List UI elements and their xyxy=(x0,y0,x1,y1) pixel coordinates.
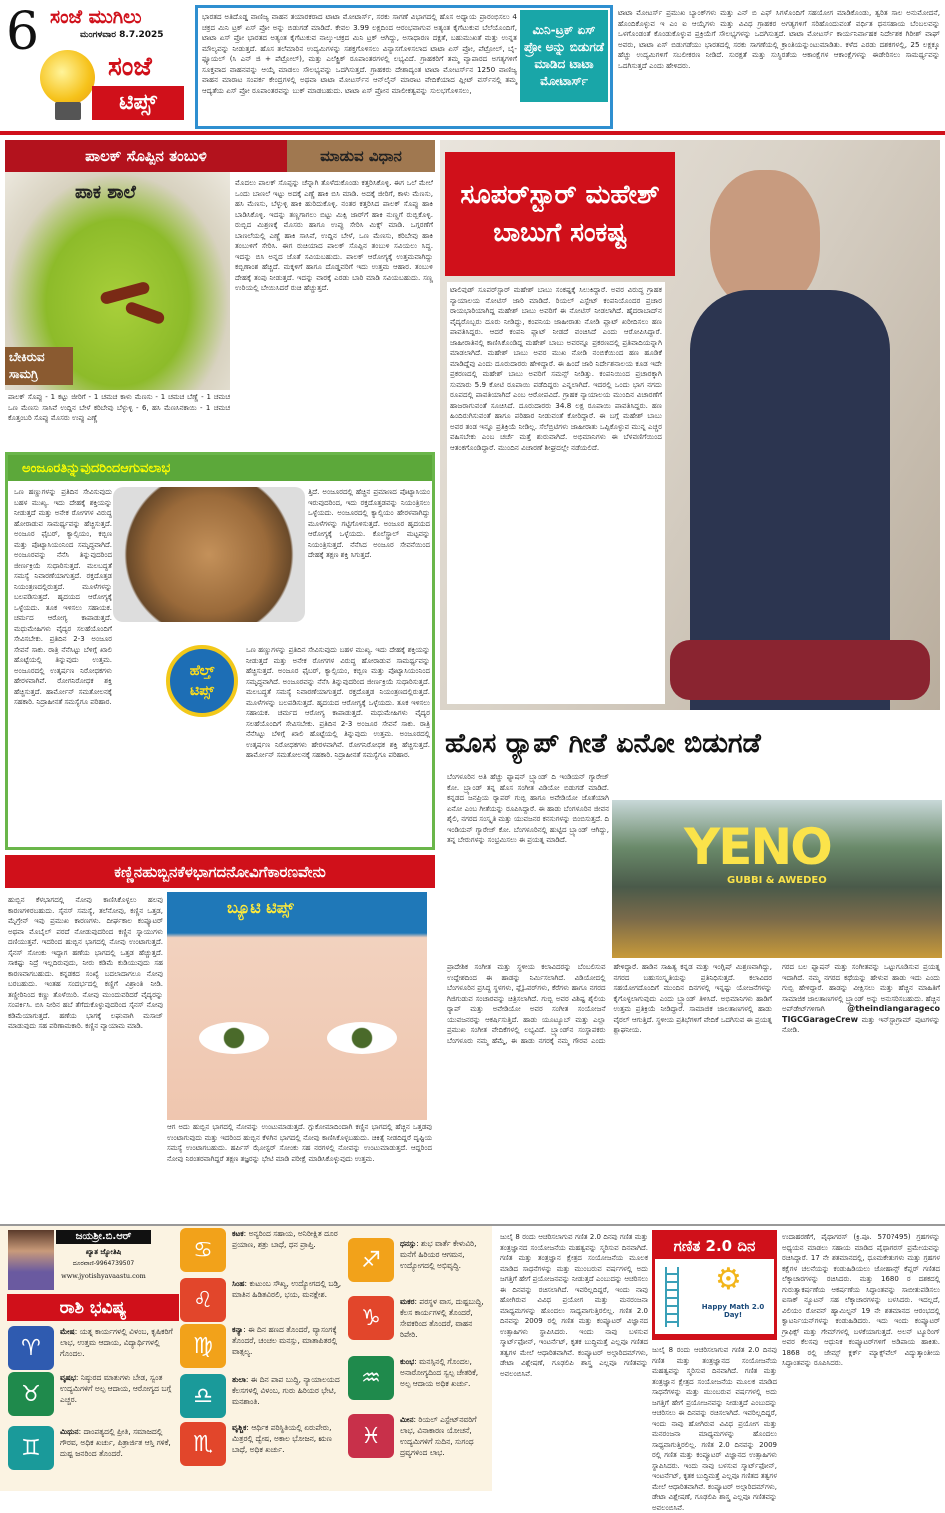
zodiac-sign-icon: ♎ xyxy=(180,1374,226,1418)
section-subtitle: ಟಿಪ್ಸ್ xyxy=(92,86,184,120)
sign-prediction: ಯತ್ನ ಕಾರ್ಯಗಳಲ್ಲಿ ವಿಳಂಬ, ಕೃಷಿಕರಿಗೆ ಲಾಭ, ಉತ್ತಮ ಆದಾಯ, ವಿದ್ಯಾರ್ಥಿಗಳಲ್ಲಿ ಗೊಂದಲ. xyxy=(60,1327,173,1358)
zodiac-4: ♋ ಕಟಕ: ಅನ್ಯರಿಂದ ಸಹಾಯ, ಅನಿರೀಕ್ಷಿತ ದೂರ ಪ್ರಯಾಣ, ಶತ್ರು ಬಾಧೆ, ಧನ ಪ್ರಾಪ್ತಿ. xyxy=(180,1228,345,1272)
section-title: ಸಂಜೆ xyxy=(108,52,152,82)
math-poster: ⚙ Happy Math 2.0 Day! xyxy=(655,1259,774,1334)
horoscope-heading: ರಾಶಿ ಭವಿಷ್ಯ xyxy=(7,1294,179,1321)
zodiac-1: ♈ ಮೇಷ: ಯತ್ನ ಕಾರ್ಯಗಳಲ್ಲಿ ವಿಳಂಬ, ಕೃಷಿಕರಿಗೆ ಲಾಭ, ಉತ್ತಮ ಆದಾಯ, ವಿದ್ಯಾರ್ಥಿಗಳಲ್ಲಿ ಗೊಂದಲ. xyxy=(8,1326,173,1370)
sign-prediction: ರಿಯಲ್ ಎಸ್ಟೇಟ್‌ನವರಿಗೆ ಲಾಭ, ವಿನಾಕಾರಣ ಯೋಚನೆ, ಉದ್ಯಮಿಗಳಿಗೆ ಸುದಿನ, ಸುಗಂಧ ದ್ರವ್ಯಗಳಿಂದ ಲಾಭ. xyxy=(400,1415,477,1457)
sign-name: ವೃಷಭ xyxy=(60,1373,76,1382)
yeno-poster xyxy=(612,800,942,958)
astrologer-avatar xyxy=(8,1230,54,1290)
sign-prediction: ಶುಭ ವಾರ್ತೆ ಕೇಳುವಿರಿ, ಮನೆಗೆ ಹಿರಿಯರ ಆಗಮನ, ಉದ್ಯೋಗದಲ್ಲಿ ಅಭಿವೃದ್ಧಿ. xyxy=(400,1239,477,1270)
divider xyxy=(0,131,945,135)
sign-name: ಕನ್ಯಾ xyxy=(232,1325,244,1334)
sign-prediction: ಆರ್ಥಿಕ ಪರಿಸ್ಥಿತಿಯಲ್ಲಿ ಏರುಪೇರು, ಮಿತ್ರರಲ್ಲಿ ದ್ವೇಷ, ಅಕಾಲ ಭೋಜನ, ಋಣ ಬಾಧೆ, ಅಧಿಕ ಖರ್ಚು. xyxy=(232,1423,332,1454)
poster-subtitle: GUBBI & AWEDEO xyxy=(727,875,827,886)
zodiac-3: ♊ ಮಿಥುನ: ದಾಂಪತ್ಯದಲ್ಲಿ ಪ್ರೀತಿ, ಸಮಾಜದಲ್ಲಿ ಗೌರವ, ಅಧಿಕ ಖರ್ಚು, ಪಿತ್ರಾರ್ಜಿತ ಆಸ್ತಿ ಗಳಿಕೆ, ದುಷ್ಟ ಜನರಿಂದ ತೊಂದರೆ. xyxy=(8,1426,173,1470)
math-title: ಗಣಿತ 2.0 ದಿನ xyxy=(673,1237,756,1255)
poster-title: YENO xyxy=(684,818,831,876)
sign-prediction: ದಾಂಪತ್ಯದಲ್ಲಿ ಪ್ರೀತಿ, ಸಮಾಜದಲ್ಲಿ ಗೌರವ, ಅಧಿಕ ಖರ್ಚು, ಪಿತ್ರಾರ್ಜಿತ ಆಸ್ತಿ ಗಳಿಕೆ, ದುಷ್ಟ ಜನರಿಂದ ತೊಂದರೆ. xyxy=(60,1427,171,1458)
gear-icon: ⚙ xyxy=(715,1262,742,1297)
horoscope-section: ಜಯಶ್ರೀ.ಬಿ.ಆರ್ ಖ್ಯಾತ ಜ್ಯೋತಿಷಿ ದೂರವಾಣಿ-9964739507 www.jyotishyavaastu.com ರಾಶಿ ಭವಿಷ್ಯ ♈ ಮೇಷ: ಯತ್ನ ಕಾರ್ಯಗಳಲ್ಲಿ ವಿಳಂಬ, ಕೃಷಿಕರಿಗೆ ಲಾಭ, ಉತ್ತಮ ಆದಾಯ, ವಿದ್ಯಾರ್ಥಿಗಳಲ್ಲಿ ಗೊಂದಲ. ♉ ವೃಷಭ: ನಿಷ್ಠುರದ ಮಾತುಗಳು ಬೇಡ, ಸ್ವಂತ ಉದ್ಯಮಿಗಳಿಗೆ ಅಲ್ಪ ಆದಾಯ, ಆರೋಗ್ಯದ ಬಗ್ಗೆ ಎಚ್ಚರ. ♊ ಮಿಥುನ: ದಾಂಪತ್ಯದಲ್ಲಿ ಪ್ರೀತಿ, ಸಮಾಜದಲ್ಲಿ ಗೌರವ, ಅಧಿಕ ಖರ್ಚು, ಪಿತ್ರಾರ್ಜಿತ ಆಸ್ತಿ ಗಳಿಕೆ, ದುಷ್ಟ ಜನರಿಂದ ತೊಂದರೆ. ♋ ಕಟಕ: ಅನ್ಯರಿಂದ ಸಹಾಯ, ಅನಿರೀಕ್ಷಿತ ದೂರ ಪ್ರಯಾಣ, ಶತ್ರು ಬಾಧೆ, ಧನ ಪ್ರಾಪ್ತಿ. ♌ ಸಿಂಹ: ಕುಟುಂಬ ಸೌಖ್ಯ, ಉದ್ಯೋಗದಲ್ಲಿ ಬಡ್ತಿ, ಮಾತಿನ ಹಿಡಿತವಿರಲಿ, ಭಯ, ಮನಕ್ಲೇಶ. ♍ ಕನ್ಯಾ: ಈ ದಿನ ಹಣದ ತೊಂದರೆ, ವ್ಯಾಸಂಗಕ್ಕೆ ತೊಂದರೆ, ಚಂಚಲ ಮನಸ್ಸು, ಮಾತಾಪಿತರಲ್ಲಿ ವಾತ್ಸಲ್ಯ. ♎ ತುಲಾ: ಈ ದಿನ ಪಾಪ ಬುದ್ಧಿ, ನ್ಯಾಯಾಲಯದ ಕೆಲಸಗಳಲ್ಲಿ ವಿಳಂಬ, ಗುರು ಹಿರಿಯರ ಭೇಟಿ, ಮನಶಾಂತಿ. ♏ ವೃಶ್ಚಿಕ: ಆರ್ಥಿಕ ಪರಿಸ್ಥಿತಿಯಲ್ಲಿ ಏರುಪೇರು, ಮಿತ್ರರಲ್ಲಿ ದ್ವೇಷ, ಅಕಾಲ ಭೋಜನ, ಋಣ ಬಾಧೆ, ಅಧಿಕ ಖರ್ಚು. ♐ ಧನಸ್ಸು: ಶುಭ ವಾರ್ತೆ ಕೇಳುವಿರಿ, ಮನೆಗೆ ಹಿರಿಯರ ಆಗಮನ, ಉದ್ಯೋಗದಲ್ಲಿ ಅಭಿವೃದ್ಧಿ. ♑ ಮಕರ: ಪರಸ್ಥಳ ವಾಸ, ದುಷ್ಟಬುದ್ಧಿ, ಕೆಲಸ ಕಾರ್ಯಗಳಲ್ಲಿ ತೊಂದರೆ, ಸೇವಕರಿಂದ ತೊಂದರೆ, ವಾಹನ ರಿಪೇರಿ. ♒ ಕುಂಭ: ಮನಸ್ಸಿನಲ್ಲಿ ಗೊಂದಲ, ಅನಾರೋಗ್ಯದಿಂದ ಸ್ವಲ್ಪ ಚೇತರಿಕೆ, ಅಲ್ಪ ಆದಾಯ ಅಧಿಕ ಖರ್ಚು. ♓ ಮೀನ: ರಿಯಲ್ ಎಸ್ಟೇಟ್‌ನವರಿಗೆ ಲಾಭ, ವಿನಾಕಾರಣ ಯೋಚನೆ, ಉದ್ಯಮಿಗಳಿಗೆ ಸುದಿನ, ಸುಗಂಧ ದ್ರವ್ಯಗಳಿಂದ ಲಾಭ. xyxy=(0,1226,492,1491)
method-label: ಮಾಡುವ ವಿಧಾನ xyxy=(287,140,435,172)
zodiac-sign-icon: ♋ xyxy=(180,1228,226,1272)
kitchen-label: ಪಾಕ ಶಾಲೆ xyxy=(75,182,136,203)
zodiac-sign-icon: ♈ xyxy=(8,1326,54,1370)
sign-name: ಮಿಥುನ xyxy=(60,1427,79,1436)
health-tips-badge: ಹೆಲ್ತ್ ಟಿಪ್ಸ್ xyxy=(166,645,238,717)
ladder-icon xyxy=(665,1267,679,1327)
zodiac-7: ♎ ತುಲಾ: ಈ ದಿನ ಪಾಪ ಬುದ್ಧಿ, ನ್ಯಾಯಾಲಯದ ಕೆಲಸಗಳಲ್ಲಿ ವಿಳಂಬ, ಗುರು ಹಿರಿಯರ ಭೇಟಿ, ಮನಶಾಂತಿ. xyxy=(180,1374,345,1418)
sign-prediction: ಪರಸ್ಥಳ ವಾಸ, ದುಷ್ಟಬುದ್ಧಿ, ಕೆಲಸ ಕಾರ್ಯಗಳಲ್ಲಿ ತೊಂದರೆ, ಸೇವಕರಿಂದ ತೊಂದರೆ, ವಾಹನ ರಿಪೇರಿ. xyxy=(400,1297,484,1339)
page-number: 6 xyxy=(6,2,40,62)
astrologer-name: ಜಯಶ್ರೀ.ಬಿ.ಆರ್ xyxy=(56,1230,151,1244)
sign-name: ಕಟಕ xyxy=(232,1229,244,1238)
zodiac-sign-icon: ♐ xyxy=(348,1238,394,1282)
astrologer-website[interactable]: www.jyotishyavaastu.com xyxy=(61,1272,146,1280)
bulb-icon xyxy=(40,50,95,105)
dried-figs-image xyxy=(113,487,305,622)
masthead xyxy=(0,0,192,132)
zodiac-12: ♓ ಮೀನ: ರಿಯಲ್ ಎಸ್ಟೇಟ್‌ನವರಿಗೆ ಲಾಭ, ವಿನಾಕಾರಣ ಯೋಚನೆ, ಉದ್ಯಮಿಗಳಿಗೆ ಸುದಿನ, ಸುಗಂಧ ದ್ರವ್ಯಗಳಿಂದ ಲಾಭ. xyxy=(348,1414,488,1458)
zodiac-sign-icon: ♑ xyxy=(348,1296,394,1340)
rap-headline: ಹೊಸ ರ್‍ಯಾಪ್ ಗೀತೆ ಏನೋ ಬಿಡುಗಡೆ xyxy=(445,728,761,759)
sign-name: ಧನಸ್ಸು xyxy=(400,1239,417,1248)
zodiac-sign-icon: ♏ xyxy=(180,1422,226,1466)
zodiac-sign-icon: ♒ xyxy=(348,1356,394,1400)
sign-prediction: ಮನಸ್ಸಿನಲ್ಲಿ ಗೊಂದಲ, ಅನಾರೋಗ್ಯದಿಂದ ಸ್ವಲ್ಪ ಚೇತರಿಕೆ, ಅಲ್ಪ ಆದಾಯ ಅಧಿಕ ಖರ್ಚು. xyxy=(400,1357,479,1388)
sign-name: ತುಲಾ xyxy=(232,1375,246,1384)
zodiac-10: ♑ ಮಕರ: ಪರಸ್ಥಳ ವಾಸ, ದುಷ್ಟಬುದ್ಧಿ, ಕೆಲಸ ಕಾರ್ಯಗಳಲ್ಲಿ ತೊಂದರೆ, ಸೇವಕರಿಂದ ತೊಂದರೆ, ವಾಹನ ರಿಪೇರಿ. xyxy=(348,1296,488,1340)
sign-prediction: ನಿಷ್ಠುರದ ಮಾತುಗಳು ಬೇಡ, ಸ್ವಂತ ಉದ್ಯಮಿಗಳಿಗೆ ಅಲ್ಪ ಆದಾಯ, ಆರೋಗ್ಯದ ಬಗ್ಗೆ ಎಚ್ಚರ. xyxy=(60,1373,172,1404)
paper-name: ಸಂಜೆ ಮುಗಿಲು xyxy=(50,6,142,28)
zodiac-11: ♒ ಕುಂಭ: ಮನಸ್ಸಿನಲ್ಲಿ ಗೊಂದಲ, ಅನಾರೋಗ್ಯದಿಂದ ಸ್ವಲ್ಪ ಚೇತರಿಕೆ, ಅಲ್ಪ ಆದಾಯ ಅಧಿಕ ಖರ್ಚು. xyxy=(348,1356,488,1400)
tata-article: ಭಾರತದ ಅತಿದೊಡ್ಡ ವಾಣಿಜ್ಯ ವಾಹನ ತಯಾರಕರಾದ ಟಾಟಾ ಮೋಟಾರ್ಸ್, ಸರಕು ಸಾಗಣೆ ವಿಭಾಗದಲ್ಲಿ ಹೊಸ ಅಧ್ಯಾಯ ಪ್ರಾರಂಭಿಸಲು 4 ಚಕ್ರದ ಮಿನಿ ಟ್ರಕ್ ಏಸ್ ಪ್ರೋ ಅನ್ನು ಬಿಡುಗಡೆ ಮಾಡಿದೆ. ಕೇವಲ 3.99 ಲಕ್ಷದಿಂದ ಆರಂಭವಾಗುವ ಅತ್ಯಂತ ಕೈಗೆಟುಕುವ ಬೆಲೆಯೊಂದಿಗೆ, ಟಾಟಾ ಏಸ್ ಪ್ರೋ ಭಾರತದ ಅತ್ಯಂತ ಕೈಗೆಟುಕುವ ನಾಲ್ಕು-ಚಕ್ರದ ಮಿನಿ ಟ್ರಕ್ ಆಗಿದ್ದು, ಅಸಾಧಾರಣ ದಕ್ಷತೆ, ಬಹುಮುಖತೆ ಮತ್ತು ಉನ್ನತ ಮೌಲ್ಯವನ್ನು ನೀಡುತ್ತದೆ. ಹೊಸ ತಲೆಮಾರಿನ ಉದ್ಯಮಿಗಳನ್ನು ಸಶಕ್ತಗೊಳಿಸಲು ವಿನ್ಯಾಸಗೊಳಿಸಲಾದ ಟಾಟಾ ಏಸ್ ಪ್ರೋ, ಪೆಟ್ರೋಲ್, ಬೈ-ಫ್ಯೂಯಲ್ (ಸಿ ಎನ್ ಜಿ + ಪೆಟ್ರೋಲ್), ಮತ್ತು ಎಲೆಕ್ಟ್ರಿಕ್ ರೂಪಾಂತರಗಳಲ್ಲಿ ಲಭ್ಯವಿದೆ. ಗ್ರಾಹಕರಿಗೆ ತಮ್ಮ ವ್ಯಾಪಾರದ ಅಗತ್ಯಗಳಿಗೆ ಸೂಕ್ತವಾದ ವಾಹನವನ್ನು ಆಯ್ಕೆ ಮಾಡಲು ಸೌಲಭ್ಯವನ್ನು ಒದಗಿಸುತ್ತದೆ. ಗ್ರಾಹಕರು ದೇಶಾದ್ಯಂತ ಟಾಟಾ ಮೋಟರ್ಸ್‌ನ 1250 ವಾಣಿಜ್ಯ ವಾಹನ ಮಾರಾಟ ಸಂಪರ್ಕ ಕೇಂದ್ರಗಳಲ್ಲಿ ಅಥವಾ ಟಾಟಾ ಮೋಟರ್ಸ್‌ನ ಆನ್‌ಲೈನ್ ಮಾರಾಟ ವೇದಿಕೆಯಾದ ಫ್ಲೀಟ್ ವರ್ಸ್‌ನಲ್ಲಿ ತಮ್ಮ ಆದ್ಯತೆಯ ಏಸ್ ಪ್ರೋ ರೂಪಾಂತರವನ್ನು ಬುಕ್ ಮಾಡಬಹುದು. ಟಾಟಾ ಏಸ್ ಪ್ರೋನ ಮಾಲೀಕತ್ವವನ್ನು ಸುಲಭಗೊಳಿಸಲು, ಮಿನಿ-ಟ್ರಕ್ ಏಸ್ ಪ್ರೋ ಅನ್ನು ಬಿಡುಗಡೆ ಮಾಡಿದ ಟಾಟಾ ಮೋಟಾರ್ಸ್ xyxy=(195,5,613,129)
zodiac-sign-icon: ♍ xyxy=(180,1324,226,1368)
sign-prediction: ಕುಟುಂಬ ಸೌಖ್ಯ, ಉದ್ಯೋಗದಲ್ಲಿ ಬಡ್ತಿ, ಮಾತಿನ ಹಿಡಿತವಿರಲಿ, ಭಯ, ಮನಕ್ಲೇಶ. xyxy=(232,1279,342,1299)
eye-title: ಕಣ್ಣಿನಹುಬ್ಬಿನಕೆಳಭಾಗದನೋವಿಗೆಕಾರಣವೇನು xyxy=(5,855,435,888)
fig-title: ಅಂಜೂರತಿನ್ನುವುದರಿಂದಆಗುವಲಾಭ xyxy=(8,455,432,481)
twitter-handle[interactable]: TIGCGarageCrew xyxy=(782,1014,858,1024)
zodiac-2: ♉ ವೃಷಭ: ನಿಷ್ಠುರದ ಮಾತುಗಳು ಬೇಡ, ಸ್ವಂತ ಉದ್ಯಮಿಗಳಿಗೆ ಅಲ್ಪ ಆದಾಯ, ಆರೋಗ್ಯದ ಬಗ್ಗೆ ಎಚ್ಚರ. xyxy=(8,1372,173,1416)
sign-name: ಸಿಂಹ xyxy=(232,1279,245,1288)
zodiac-8: ♏ ವೃಶ್ಚಿಕ: ಆರ್ಥಿಕ ಪರಿಸ್ಥಿತಿಯಲ್ಲಿ ಏರುಪೇರು, ಮಿತ್ರರಲ್ಲಿ ದ್ವೇಷ, ಅಕಾಲ ಭೋಜನ, ಋಣ ಬಾಧೆ, ಅಧಿಕ ಖರ್ಚು. xyxy=(180,1422,345,1466)
tata-headline: ಮಿನಿ-ಟ್ರಕ್ ಏಸ್ ಪ್ರೋ ಅನ್ನು ಬಿಡುಗಡೆ ಮಾಡಿದ ಟಾಟಾ ಮೋಟಾರ್ಸ್ xyxy=(520,10,608,102)
zodiac-sign-icon: ♊ xyxy=(8,1426,54,1470)
sign-name: ಮೀನ xyxy=(400,1415,414,1424)
soup-image xyxy=(5,172,230,390)
mahesh-headline: ಸೂಪರ್‌ಸ್ಟಾರ್ ಮಹೇಶ್ ಬಾಬುಗೆ ಸಂಕಷ್ಟ xyxy=(445,152,675,276)
zodiac-sign-icon: ♉ xyxy=(8,1372,54,1416)
math-box xyxy=(652,1230,777,1340)
fig-section: ಅಂಜೂರತಿನ್ನುವುದರಿಂದಆಗುವಲಾಭ ಒಣ ಹಣ್ಣುಗಳನ್ನು ಪ್ರತಿದಿನ ಸೇವಿಸುವುದು ಬಹಳ ಮುಖ್ಯ. ಇದು ದೇಹಕ್ಕೆ ಶಕ್ತಿಯನ್ನು ನೀಡುತ್ತದೆ ಮತ್ತು ಅನೇಕ ರೋಗಗಳ ವಿರುದ್ಧ ಹೋರಾಡುವ ಸಾಮರ್ಥ್ಯವನ್ನು ಹೆಚ್ಚಿಸುತ್ತದೆ. ಅಂಜೂರ ಫೈಬರ್, ಕ್ಯಾಲ್ಸಿಯಂ, ಕಬ್ಬಿಣ ಮತ್ತು ಪೊಟ್ಯಾಸಿಯಂನಿಂದ ಸಮೃದ್ಧವಾಗಿದೆ. ಅಂಜೂರವನ್ನು ನೆನೆಸಿ ತಿನ್ನುವುದರಿಂದ ಜೀರ್ಣಕ್ರಿಯೆ ಸುಧಾರಿಸುತ್ತದೆ. ಮಲಬದ್ಧತೆ ಸಮಸ್ಯೆ ನಿವಾರಣೆಯಾಗುತ್ತದೆ. ರಕ್ತದೊತ್ತಡ ನಿಯಂತ್ರಣದಲ್ಲಿರುತ್ತದೆ. ಮೂಳೆಗಳನ್ನು ಬಲಪಡಿಸುತ್ತದೆ. ಹೃದಯದ ಆರೋಗ್ಯಕ್ಕೆ ಒಳ್ಳೆಯದು. ತೂಕ ಇಳಿಸಲು ಸಹಾಯಕ. ಚರ್ಮದ ಆರೋಗ್ಯ ಕಾಪಾಡುತ್ತದೆ. ಮಧುಮೇಹಿಗಳು ವೈದ್ಯರ ಸಲಹೆಯೊಂದಿಗೆ ಸೇವಿಸಬೇಕು. ಪ್ರತಿದಿನ 2-3 ಅಂಜೂರ ಸೇವನೆ ಸಾಕು. ರಾತ್ರಿ ನೆನೆಸಿಟ್ಟು ಬೆಳಿಗ್ಗೆ ಖಾಲಿ ಹೊಟ್ಟೆಯಲ್ಲಿ ತಿನ್ನುವುದು ಉತ್ತಮ. ಅಂಜೂರದಲ್ಲಿ ಉತ್ಕರ್ಷಣ ನಿರೋಧಕಗಳು ಹೇರಳವಾಗಿವೆ. ರೋಗನಿರೋಧಕ ಶಕ್ತಿ ಹೆಚ್ಚಿಸುತ್ತದೆ. ಹಾರ್ಮೋನ್ ಸಮತೋಲನಕ್ಕೆ ಸಹಕಾರಿ. ನಿದ್ರಾಹೀನತೆ ಸಮಸ್ಯೆಗೂ ಪರಿಹಾರ. ಹೆಲ್ತ್ ಟಿಪ್ಸ್ ತ್ತಿದೆ. ಅಂಜೂರದಲ್ಲಿ ಹೆಚ್ಚಿನ ಪ್ರಮಾಣದ ಪೊಟ್ಯಾಸಿಯಂ ಇರುವುದರಿಂದ, ಇದು ರಕ್ತದೊತ್ತಡವನ್ನು ನಿಯಂತ್ರಿಸಲು ಒಳ್ಳೆಯದು. ಅಂಜೂರದಲ್ಲಿ ಕ್ಯಾಲ್ಸಿಯಂ ಹೇರಳವಾಗಿದ್ದು ಮೂಳೆಗಳನ್ನು ಗಟ್ಟಿಗೊಳಿಸುತ್ತದೆ. ಅಂಜೂರ ಹೃದಯದ ಆರೋಗ್ಯಕ್ಕೆ ಒಳ್ಳೆಯದು. ಕೊಲೆಸ್ಟ್ರಾಲ್ ಮಟ್ಟವನ್ನು ನಿಯಂತ್ರಿಸುತ್ತದೆ. ನೆನೆಸಿದ ಅಂಜೂರ ಸೇವನೆಯಿಂದ ದೇಹಕ್ಕೆ ತಕ್ಷಣ ಶಕ್ತಿ ಸಿಗುತ್ತದೆ. ಒಣ ಹಣ್ಣುಗಳನ್ನು ಪ್ರತಿದಿನ ಸೇವಿಸುವುದು ಬಹಳ ಮುಖ್ಯ. ಇದು ದೇಹಕ್ಕೆ ಶಕ್ತಿಯನ್ನು ನೀಡುತ್ತದೆ ಮತ್ತು ಅನೇಕ ರೋಗಗಳ ವಿರುದ್ಧ ಹೋರಾಡುವ ಸಾಮರ್ಥ್ಯವನ್ನು ಹೆಚ್ಚಿಸುತ್ತದೆ. ಅಂಜೂರ ಫೈಬರ್, ಕ್ಯಾಲ್ಸಿಯಂ, ಕಬ್ಬಿಣ ಮತ್ತು ಪೊಟ್ಯಾಸಿಯಂನಿಂದ ಸಮೃದ್ಧವಾಗಿದೆ. ಅಂಜೂರವನ್ನು ನೆನೆಸಿ ತಿನ್ನುವುದರಿಂದ ಜೀರ್ಣಕ್ರಿಯೆ ಸುಧಾರಿಸುತ್ತದೆ. ಮಲಬದ್ಧತೆ ಸಮಸ್ಯೆ ನಿವಾರಣೆಯಾಗುತ್ತದೆ. ರಕ್ತದೊತ್ತಡ ನಿಯಂತ್ರಣದಲ್ಲಿರುತ್ತದೆ. ಮೂಳೆಗಳನ್ನು ಬಲಪಡಿಸುತ್ತದೆ. ಹೃದಯದ ಆರೋಗ್ಯಕ್ಕೆ ಒಳ್ಳೆಯದು. ತೂಕ ಇಳಿಸಲು ಸಹಾಯಕ. ಚರ್ಮದ ಆರೋಗ್ಯ ಕಾಪಾಡುತ್ತದೆ. ಮಧುಮೇಹಿಗಳು ವೈದ್ಯರ ಸಲಹೆಯೊಂದಿಗೆ ಸೇವಿಸಬೇಕು. ಪ್ರತಿದಿನ 2-3 ಅಂಜೂರ ಸೇವನೆ ಸಾಕು. ರಾತ್ರಿ ನೆನೆಸಿಟ್ಟು ಬೆಳಿಗ್ಗೆ ಖಾಲಿ ಹೊಟ್ಟೆಯಲ್ಲಿ ತಿನ್ನುವುದು ಉತ್ತಮ. ಅಂಜೂರದಲ್ಲಿ ಉತ್ಕರ್ಷಣ ನಿರೋಧಕಗಳು ಹೇರಳವಾಗಿವೆ. ರೋಗನಿರೋಧಕ ಶಕ್ತಿ ಹೆಚ್ಚಿಸುತ್ತದೆ. ಹಾರ್ಮೋನ್ ಸಮತೋಲನಕ್ಕೆ ಸಹಕಾರಿ. ನಿದ್ರಾಹೀನತೆ ಸಮಸ್ಯೆಗೂ ಪರಿಹಾರ. xyxy=(5,452,435,850)
zodiac-6: ♍ ಕನ್ಯಾ: ಈ ದಿನ ಹಣದ ತೊಂದರೆ, ವ್ಯಾಸಂಗಕ್ಕೆ ತೊಂದರೆ, ಚಂಚಲ ಮನಸ್ಸು, ಮಾತಾಪಿತರಲ್ಲಿ ವಾತ್ಸಲ್ಯ. xyxy=(180,1324,345,1368)
beauty-tips-label: ಬ್ಯೂಟಿ ಟಿಪ್ಸ್ xyxy=(227,898,294,917)
ingredients-label: ಬೇಕಿರುವ ಸಾಮಗ್ರಿ xyxy=(5,347,73,385)
recipe-title: ಪಾಲಕ್ ಸೊಪ್ಪಿನ ತಂಬುಳಿ xyxy=(5,140,287,172)
zodiac-sign-icon: ♓ xyxy=(348,1414,394,1458)
zodiac-sign-icon: ♌ xyxy=(180,1278,226,1322)
sign-name: ಮೇಷ xyxy=(60,1327,75,1336)
issue-date: ಮಂಗಳವಾರ 8.7.2025 xyxy=(80,30,164,40)
sign-prediction: ಈ ದಿನ ಹಣದ ತೊಂದರೆ, ವ್ಯಾಸಂಗಕ್ಕೆ ತೊಂದರೆ, ಚಂಚಲ ಮನಸ್ಸು, ಮಾತಾಪಿತರಲ್ಲಿ ವಾತ್ಸಲ್ಯ. xyxy=(232,1325,338,1356)
sign-prediction: ಅನ್ಯರಿಂದ ಸಹಾಯ, ಅನಿರೀಕ್ಷಿತ ದೂರ ಪ್ರಯಾಣ, ಶತ್ರು ಬಾಧೆ, ಧನ ಪ್ರಾಪ್ತಿ. xyxy=(232,1229,338,1249)
sign-prediction: ಈ ದಿನ ಪಾಪ ಬುದ್ಧಿ, ನ್ಯಾಯಾಲಯದ ಕೆಲಸಗಳಲ್ಲಿ ವಿಳಂಬ, ಗುರು ಹಿರಿಯರ ಭೇಟಿ, ಮನಶಾಂತಿ. xyxy=(232,1375,340,1406)
zodiac-9: ♐ ಧನಸ್ಸು: ಶುಭ ವಾರ್ತೆ ಕೇಳುವಿರಿ, ಮನೆಗೆ ಹಿರಿಯರ ಆಗಮನ, ಉದ್ಯೋಗದಲ್ಲಿ ಅಭಿವೃದ್ಧಿ. xyxy=(348,1238,488,1282)
sign-name: ಮಕರ xyxy=(400,1297,415,1306)
zodiac-5: ♌ ಸಿಂಹ: ಕುಟುಂಬ ಸೌಖ್ಯ, ಉದ್ಯೋಗದಲ್ಲಿ ಬಡ್ತಿ, ಮಾತಿನ ಹಿಡಿತವಿರಲಿ, ಭಯ, ಮನಕ್ಲೇಶ. xyxy=(180,1278,345,1322)
sign-name: ಕುಂಭ xyxy=(400,1357,415,1366)
instagram-handle[interactable]: @theindiangaragecо xyxy=(847,1004,940,1013)
eye-image xyxy=(167,892,427,1120)
sign-name: ವೃಶ್ಚಿಕ xyxy=(232,1423,247,1432)
